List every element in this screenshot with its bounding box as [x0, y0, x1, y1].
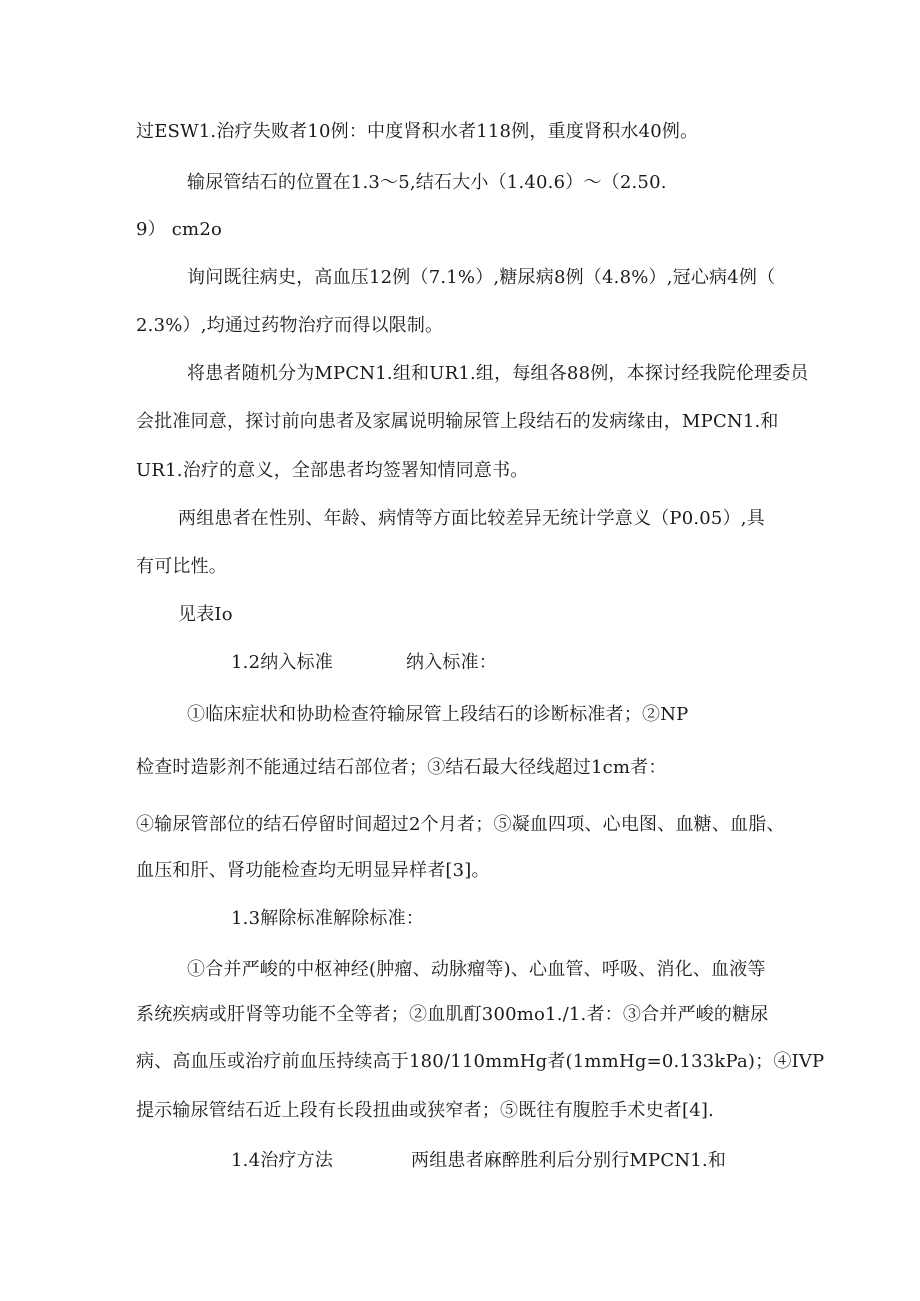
text-line: 见表Io — [178, 604, 233, 625]
text-line: 有可比性。 — [136, 556, 227, 577]
text-line: 提示输尿管结石近上段有长段扭曲或狭窄者；⑤既往有腹腔手术史者[4]. — [136, 1100, 715, 1121]
text-line: 将患者随机分为MPCN1.组和UR1.组，每组各88例，本探讨经我院伦理委员 — [187, 363, 809, 384]
text-line: UR1.治疗的意义，全部患者均签署知情同意书。 — [136, 460, 529, 481]
section-heading: 1.2纳入标准 — [231, 652, 334, 673]
text-line: 病、高血压或治疗前血压持续高于180/110mmHg者(1mmHg=0.133kPa)；④IVP — [136, 1051, 825, 1072]
text-line: 过ESW1.治疗失败者10例：中度肾积水者118例，重度肾积水40例。 — [136, 121, 699, 142]
text-line: ①合并严峻的中枢神经(肿瘤、动脉瘤等)、心血管、呼吸、消化、血液等 — [187, 959, 766, 980]
text-line: 2.3%）,均通过药物治疗而得以限制。 — [136, 315, 444, 336]
text-line: 系统疾病或肝肾等功能不全等者；②血肌酊300mo1./1.者：③合并严峻的糖尿 — [136, 1004, 769, 1025]
text-line: ④输尿管部位的结石停留时间超过2个月者；⑤凝血四项、心电图、血糖、血脂、 — [136, 814, 785, 835]
text-line: 会批准同意，探讨前向患者及家属说明输尿管上段结石的发病缘由，MPCN1.和 — [136, 411, 779, 432]
section-heading: 1.4治疗方法 — [231, 1150, 334, 1171]
text-line: 检查时造影剂不能通过结石部位者；③结石最大径线超过1cm者： — [136, 757, 667, 778]
text-line: 输尿管结石的位置在1.3～5,结石大小（1.40.6）～（2.50. — [187, 172, 667, 193]
text-line: 两组患者在性别、年龄、病情等方面比较差异无统计学意义（P0.05）,具 — [178, 508, 765, 529]
text-line: ①临床症状和协助检查符输尿管上段结石的诊断标准者；②NP — [187, 704, 689, 725]
text-line: 询问既往病史，高血压12例（7.1%）,糖尿病8例（4.8%）,冠心病4例（ — [187, 267, 776, 288]
text-line: 9） cm2o — [136, 219, 223, 240]
text-line: 纳入标准： — [406, 652, 497, 673]
section-heading: 1.3解除标准解除标准： — [231, 908, 425, 929]
text-line: 两组患者麻醉胜利后分别行MPCN1.和 — [411, 1150, 727, 1171]
text-line: 血压和肝、肾功能检查均无明显异样者[3]。 — [136, 860, 490, 881]
